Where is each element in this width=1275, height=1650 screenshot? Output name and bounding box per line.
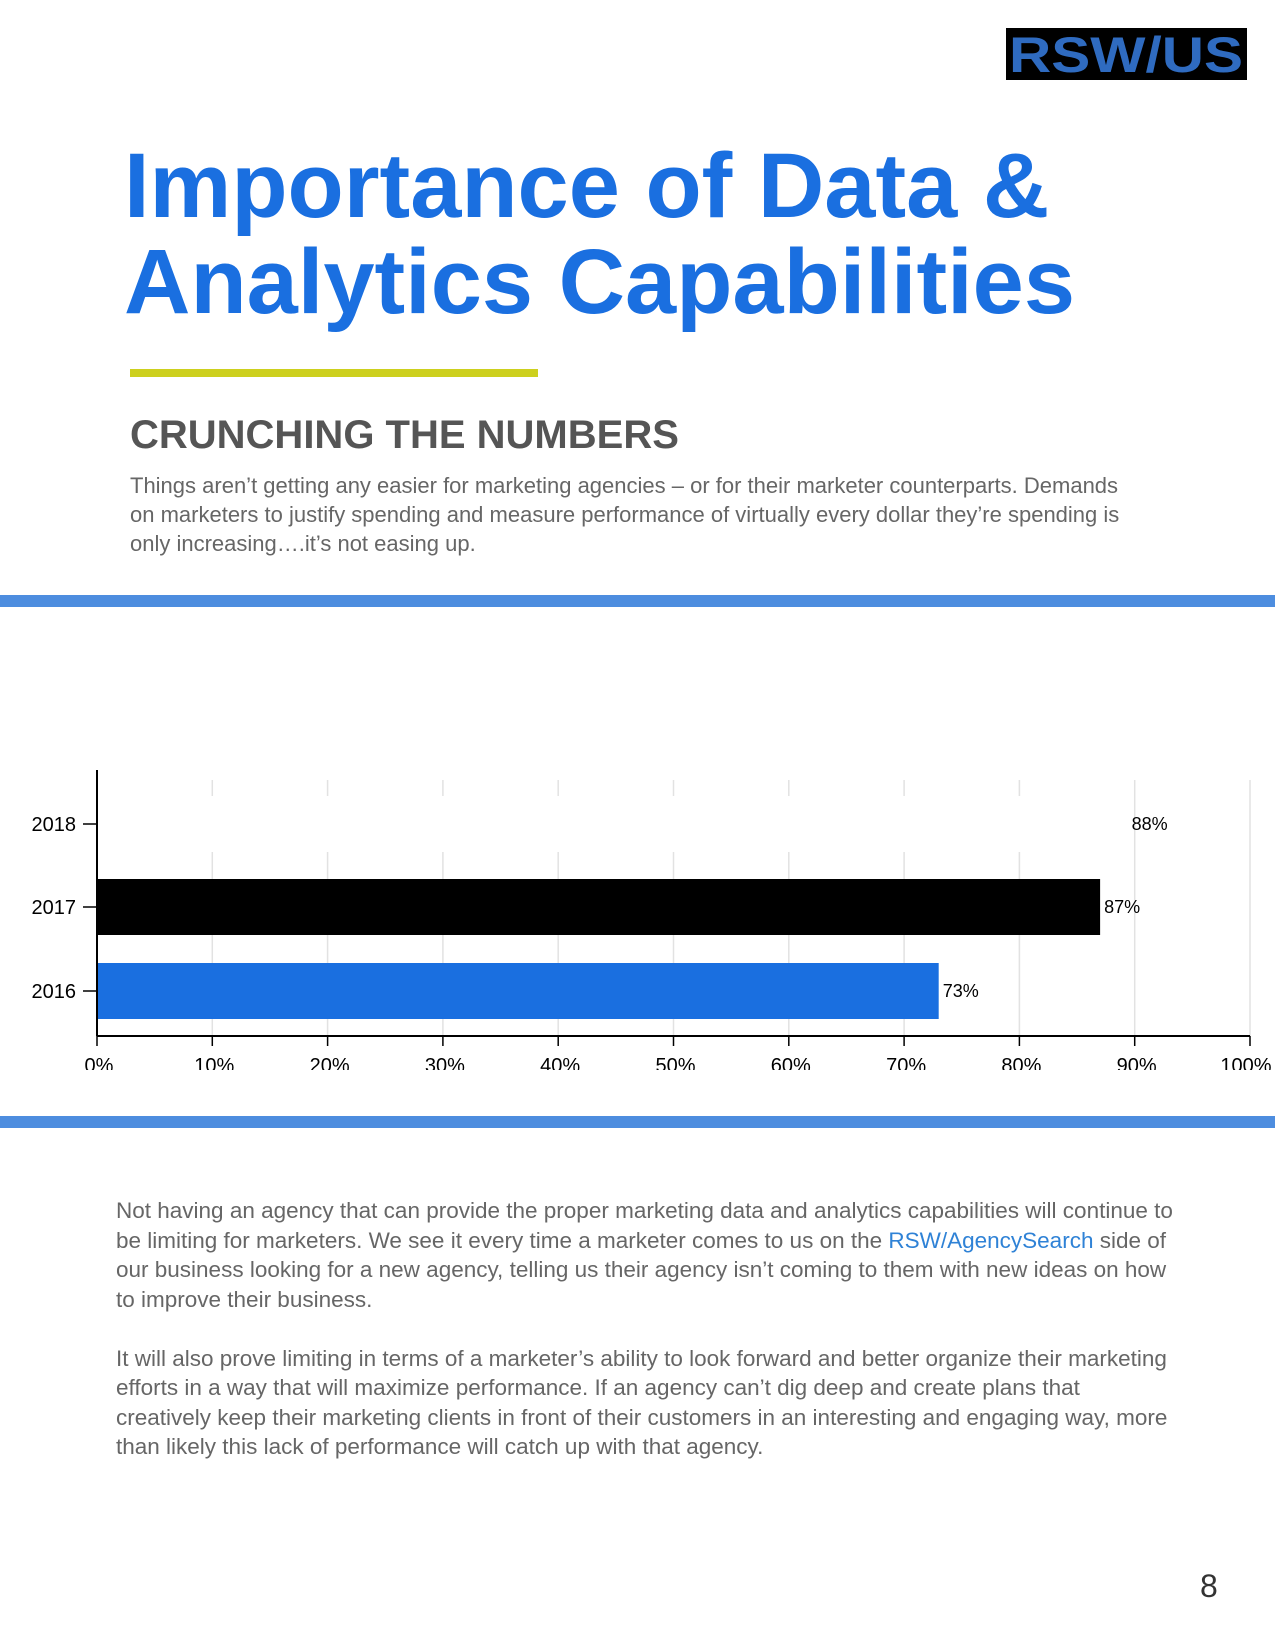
x-tick-label: 30% <box>424 1055 465 1070</box>
category-label-2017: 2017 <box>31 897 76 919</box>
x-tick-label: 70% <box>886 1055 927 1070</box>
x-tick-label: 60% <box>770 1055 811 1070</box>
bar-2018 <box>97 796 1112 852</box>
divider-bottom <box>0 1116 1275 1128</box>
intro-paragraph: Things aren’t getting any easier for marketing agencies – or for their marketer counterparts. Demands on marketers to justify spending and measure performance of virtually every dollar they’re spending is only increasing….it’s not easing up. <box>130 473 1120 556</box>
svg-text:RSW/US: RSW/US <box>1009 28 1243 80</box>
body-paragraph-2: It will also prove limiting in terms of a marketer’s ability to look forward and better organize their marketing efforts in a way that will maximize performance. If an agency can’t dig deep and create plans that creatively keep their marketing clients in front of their customers in an interesting and engaging way, more than likely this lack of performance will catch up with that agency. <box>116 1345 1168 1459</box>
x-tick-label: 10% <box>194 1055 235 1070</box>
rsw-us-logo <box>1006 28 1247 80</box>
page-title <box>124 135 1075 333</box>
x-tick-label: 100% <box>1220 1055 1272 1070</box>
x-tick-label: 40% <box>540 1055 581 1070</box>
agency-search-link[interactable]: RSW/AgencySearch <box>888 1227 1094 1253</box>
bar-chart <box>0 770 1275 1075</box>
category-label-2018: 2018 <box>31 814 76 836</box>
x-tick-label: 80% <box>1001 1055 1042 1070</box>
x-tick-label: 0% <box>84 1055 114 1070</box>
data-label-2017: 87% <box>1104 897 1141 917</box>
body-copy <box>116 1196 1176 1491</box>
x-tick-label: 20% <box>309 1055 350 1070</box>
data-label-2016: 73% <box>942 981 979 1001</box>
section-heading: CRUNCHING THE NUMBERS <box>130 413 679 457</box>
bar-2017 <box>97 879 1100 935</box>
x-tick-label: 90% <box>1116 1055 1157 1070</box>
category-label-2016: 2016 <box>31 981 76 1003</box>
body-paragraph-1 <box>116 1196 1176 1314</box>
page-number: 8 <box>1200 1568 1218 1604</box>
data-label-2018: 88% <box>1131 814 1168 834</box>
body-paragraph-1-start: Not having an agency that can provide the proper marketing data and analytics capabilities will continue to be limiting for marketers. We see it every time a marketer comes to us on the <box>116 1198 1173 1253</box>
page-title-line-1: Importance of Data & <box>124 135 1050 237</box>
accent-bar <box>130 369 538 377</box>
body-paragraph-1-end: side of our business looking for a new agency, telling us their agency isn’t coming to them with new ideas on how to improve their business. <box>116 1227 1167 1312</box>
page-title-line-2: Analytics Capabilities <box>124 231 1075 333</box>
divider-top <box>0 595 1275 607</box>
rsw-us-logo-mark <box>1006 28 1247 80</box>
bar-chart-svg <box>0 770 1275 1070</box>
x-tick-label: 50% <box>655 1055 696 1070</box>
bar-2016 <box>97 963 939 1019</box>
